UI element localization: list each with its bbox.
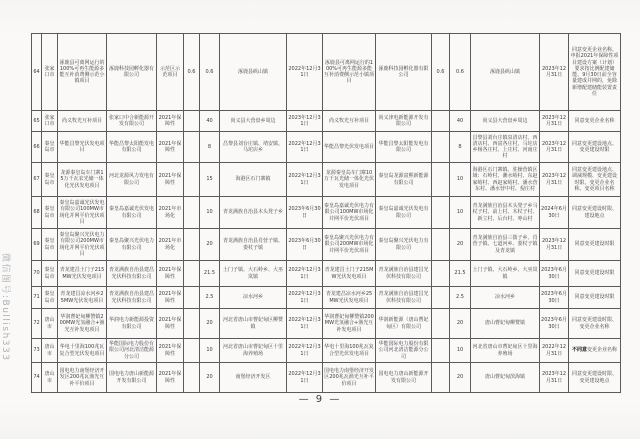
cell-storage-scale [184,111,200,132]
cell-adjusted-grid-connection-date: 2023年6月30日 [540,309,569,339]
cell-location: 昌黎县刘台庄镇、靖安镇、马坨店乡 [220,132,287,163]
cell-plan-category: 2021年保障性 [157,287,184,309]
cell-location: 海港区石门寨镇 [220,163,287,197]
cell-adjusted-construction-unit: 秦皇岛嘉诚光伏发电有限公司 [376,197,432,229]
cell-grid-connection-date: 2022年12月31日 [287,287,323,309]
cell-capacity: 0.6 [200,34,220,111]
cell-adjusted-construction-unit: 国电电力唐山新能源开发有限公司 [376,363,432,393]
cell-adjusted-grid-connection-date: 2022年12月31日 [540,339,569,363]
cell-adjusted-location: 土门子镇、大石岭乡、大巫岚镇 [471,261,540,287]
cell-grid-connection-date: 2022年12月31日 [287,309,323,339]
cell-adjusted-capacity: 8 [450,132,471,163]
remark-emphasis: 不同意 [571,347,587,354]
cell-adjusted-grid-connection-date: 2024年6月30日 [540,197,569,229]
cell-capacity: 15 [200,163,220,197]
cell-city: 唐山市 [42,339,58,363]
cell-construction-unit: 华能国际电力股份有限公司河北清洁能源分公司 [107,339,157,363]
cell-storage-scale [184,363,200,393]
cell-project-name: 秦皇岛聚兴光伏电力有限公司200MW市场化并网平价光伏项目 [58,229,107,261]
cell-storage-scale [184,309,200,339]
cell-grid-connection-date: 2022年12月31日 [287,363,323,393]
cell-adjusted-storage-scale [432,287,450,309]
table-row [32,363,621,393]
cell-seq: 74 [32,363,42,393]
cell-seq: 70 [32,261,42,287]
cell-adjusted-grid-connection-date: 2023年6月30日 [540,287,569,309]
cell-seq: 65 [32,111,42,132]
cell-city: 秦皇岛市 [42,287,58,309]
cell-adjusted-storage-scale [432,197,450,229]
cell-plan-category: 2021年保障性 [157,111,184,132]
cell-city: 张家口市 [42,34,58,111]
cell-capacity: 2.5 [200,287,220,309]
cell-seq: 68 [32,197,42,229]
cell-seq: 64 [32,34,42,111]
cell-location: 凉水河乡 [220,287,287,309]
cell-adjusted-location: 海港区石门寨镇、驻操营镇区域：石岭村、潮水峪村、东赵家峪村、西赵家峪村、潘水营东村、潘水营中村、倪庄村 [471,163,540,197]
cell-capacity: 20 [200,363,220,393]
table-row [32,287,621,309]
cell-storage-scale: 0.6 [184,34,200,111]
cell-location: 涿鹿县矾山镇 [220,34,287,111]
cell-plan-category: 2021年保障性 [157,309,184,339]
cell-adjustment-remark: 同意变更建设地点、调减规模、变更建设时限、变更企业名称、变更项目名称 [569,163,621,197]
cell-adjusted-capacity: 20 [450,309,471,339]
page-number: — 9 — [298,394,342,405]
cell-project-name: 涿鹿县可离网运行的100%可再生能源多能互补消费侧示范小镇项目 [58,34,107,111]
table-row [32,111,621,132]
cell-plan-category: 2021年保障性 [157,339,184,363]
cell-plan-category: 2021年保障性 [157,163,184,197]
cell-adjusted-construction-unit: 华能国际电力股份有限公司河北清洁能源分公司 [376,339,432,363]
cell-adjusted-project-name: 华电十里海100兆瓦复合型光伏发电项目 [323,339,376,363]
table-row [32,261,621,287]
cell-adjusted-location: 唐山曹妃甸滨海镇 [471,363,540,393]
cell-adjustment-remark: 同意变更建设时限 [569,261,621,287]
watermark-text: 微信图号:Bullish333 [0,253,10,362]
cell-project-name: 华润曹妃甸柳赞镇200MW光氢融合+渔光互补发电项目 [58,309,107,339]
cell-project-name: 国电电力南堡经济开发区200兆瓦渔光互补平价项目 [58,363,107,393]
cell-construction-unit: 秦皇岛聚兴光伏电力有限公司 [107,229,157,261]
cell-adjusted-capacity: 21.5 [450,261,471,287]
cell-city: 秦皇岛市 [42,229,58,261]
cell-adjusted-location: 青龙满族自治县木头凳子乡马杖子村、前上村、木杖子村、新立村、后台村、枣山村 [471,197,540,229]
cell-location: 青龙满族自治县木头凳子乡 [220,197,287,229]
cell-storage-scale [184,339,200,363]
cell-adjusted-project-name: 国电电力南堡经济开发区200兆瓦渔光互补平价项目 [323,363,376,393]
cell-adjustment-remark: 同意变更建设地点、变更建设时限 [569,132,621,163]
cell-construction-unit: 华能昌黎太阳能发电有限公司 [107,132,157,163]
cell-storage-scale [184,287,200,309]
cell-adjusted-project-name: 青龙建昌土门子215MW光伏发电项目 [323,261,376,287]
cell-capacity: 10 [200,339,220,363]
cell-project-name: 华电十里海100兆瓦复合型光伏发电项目 [58,339,107,363]
cell-construction-unit: 青龙满族自治县建昌光伏科技有限公司 [107,287,157,309]
cell-adjusted-project-name: 青龙建昌凉水河乡25MW光伏发电项目 [323,287,376,309]
cell-storage-scale [184,261,200,287]
cell-plan-category: 2021年保障性 [157,132,184,163]
cell-adjusted-grid-connection-date: 2023年12月31日 [540,163,569,197]
cell-seq: 72 [32,309,42,339]
table-row [32,132,621,163]
table-row [32,197,621,229]
cell-grid-connection-date: 2022年12月31日 [287,34,323,111]
cell-adjustment-remark: 同意变更企业名称 [569,111,621,132]
cell-grid-connection-date: 2023年12月31日 [287,111,323,132]
cell-adjusted-grid-connection-date: 2023年12月31日 [540,132,569,163]
cell-grid-connection-date: 2022年12月31日 [287,339,323,363]
cell-city: 秦皇岛市 [42,261,58,287]
cell-city: 张家口市 [42,111,58,132]
cell-adjusted-capacity: 20 [450,229,471,261]
cell-seq: 67 [32,163,42,197]
cell-adjusted-location: 尚义县大营盘乡周边 [471,111,540,132]
cell-adjustment-remark: 同意变更建设时限、变更企业名称 [569,309,621,339]
table-row [32,163,621,197]
cell-adjustment-remark: 同意变更建设时限 [569,287,621,309]
cell-adjusted-project-name: 龙源秦皇岛车门寨10万千瓦光储一体化光伏发电项目 [323,163,376,197]
cell-grid-connection-date: 2022年12月31日 [287,163,323,197]
cell-adjusted-location: 青龙满族自治县三拨子乡、肖营子镇、七道河乡、娄杖子镇及青龙镇 [471,229,540,261]
cell-seq: 71 [32,287,42,309]
cell-adjusted-grid-connection-date: 2023年6月30日 [540,261,569,287]
cell-grid-connection-date: 2023年6月30日 [287,197,323,229]
cell-seq: 73 [32,339,42,363]
cell-adjusted-construction-unit: 尚义津电新能源开发有限公司 [376,111,432,132]
table-row [32,339,621,363]
cell-capacity: 21.5 [200,261,220,287]
cell-adjustment-remark [569,339,621,363]
cell-adjusted-storage-scale [432,163,450,197]
cell-construction-unit: 国电电力唐山新能源开发有限公司 [107,363,157,393]
cell-location: 南堡经济开发区 [220,363,287,393]
cell-adjusted-storage-scale [432,261,450,287]
cell-location: 河北省唐山市曹妃甸区柳赞镇 [220,309,287,339]
cell-location: 青龙满族自治县肖营子镇、娄杖子镇 [220,229,287,261]
cell-adjustment-remark: 同意变更建设时限、建设地点 [569,197,621,229]
cell-adjusted-construction-unit: 青龙满族自治县建昌光伏科技有限公司 [376,261,432,287]
cell-adjusted-storage-scale [432,309,450,339]
cell-construction-unit: 张家口中合新能源开发有限公司 [107,111,157,132]
cell-adjusted-capacity: 20 [450,363,471,393]
table-row [32,309,621,339]
cell-adjusted-capacity: 2.5 [450,287,471,309]
cell-adjusted-storage-scale [432,339,450,363]
cell-adjusted-location: 唐山曹妃甸柳赞镇 [471,309,540,339]
adjustment-table-body [32,34,621,393]
cell-adjusted-capacity: 10 [450,163,471,197]
cell-project-name: 青龙建昌凉水河乡25MW光伏发电项目 [58,287,107,309]
project-adjustment-table [31,33,621,393]
cell-adjusted-capacity: 10 [450,197,471,229]
cell-adjusted-storage-scale [432,363,450,393]
cell-project-name: 青龙建昌土门子215MW光伏发电项目 [58,261,107,287]
cell-location: 土门子镇、大石岭乡、大巫岚镇 [220,261,287,287]
cell-adjusted-location: 河北省唐山市曹妃甸区十里海养殖场 [471,339,540,363]
cell-adjusted-project-name: 秦皇岛聚兴光伏电力有限公司200MW市场化并网平价光伏项目 [323,229,376,261]
cell-construction-unit: 河北龙源风力发电有限公司 [107,163,157,197]
cell-capacity: 8 [200,132,220,163]
cell-adjusted-project-name: 华润曹妃甸柳赞镇200MW光氢融合+渔光互补发电项目 [323,309,376,339]
cell-seq: 69 [32,229,42,261]
cell-adjustment-remark: 同意变更建设时限 [569,229,621,261]
cell-construction-unit: 秦皇岛嘉诚光伏发电有限公司 [107,197,157,229]
cell-project-name: 华能昌黎光伏发电项目 [58,132,107,163]
cell-plan-category: 2021年市场化 [157,197,184,229]
remark-text: 变更企业名称 [587,347,618,354]
cell-adjusted-grid-connection-date: 2023年12月31日 [540,229,569,261]
cell-adjusted-construction-unit: 青龙满族自治县建昌光伏科技有限公司 [376,287,432,309]
cell-storage-scale [184,132,200,163]
cell-seq: 66 [32,132,42,163]
table-row [32,34,621,111]
cell-adjusted-grid-connection-date: 2023年12月31日 [540,363,569,393]
cell-adjusted-storage-scale: 0.6 [432,34,450,111]
cell-storage-scale [184,229,200,261]
cell-capacity: 20 [200,309,220,339]
cell-adjusted-location: 昌黎县刘台庄镇泉清店村、西清店村、西富各庄村，马坨店乡杨各庄村、上庄村、河南庄村 [471,132,540,163]
cell-plan-category: 示范区示范项目 [157,34,184,111]
cell-grid-connection-date: 2022年12月31日 [287,132,323,163]
cell-grid-connection-date: 2023年6月30日 [287,229,323,261]
cell-city: 秦皇岛市 [42,132,58,163]
cell-adjusted-grid-connection-date: 2023年12月31日 [540,34,569,111]
cell-location: 河北省唐山市曹妃甸区十里海养殖场 [220,339,287,363]
cell-capacity: 40 [200,111,220,132]
cell-construction-unit: 涿鹿科技园孵化器有限公司 [107,34,157,111]
cell-adjustment-remark: 同意变更建设时限、变更建设地点 [569,363,621,393]
cell-adjusted-storage-scale [432,132,450,163]
cell-construction-unit: 青龙满族自治县建昌光伏科技有限公司 [107,261,157,287]
cell-grid-connection-date: 2022年12月31日 [287,261,323,287]
cell-city: 秦皇岛市 [42,197,58,229]
cell-construction-unit: 华润电力新能源投资有限公司 [107,309,157,339]
cell-plan-category: 2021年保障性 [157,261,184,287]
cell-capacity: 20 [200,229,220,261]
cell-project-name: 龙源秦皇岛车门寨15万千瓦农光储一体化光伏发电项目 [58,163,107,197]
cell-city: 秦皇岛市 [42,163,58,197]
cell-city: 唐山市 [42,363,58,393]
cell-city: 唐山市 [42,309,58,339]
cell-project-name: 尚义牧光互补项目 [58,111,107,132]
cell-adjusted-project-name: 尚义牧光互补项目 [323,111,376,132]
cell-project-name: 秦皇岛嘉诚光伏发电有限公司100MW市场化并网平价光伏项目 [58,197,107,229]
cell-storage-scale [184,163,200,197]
cell-adjusted-location: 涿鹿县矾山镇 [471,34,540,111]
cell-adjusted-project-name: 涿鹿县可离网运行的100%可再生能源多能互补消费侧示范小镇项目 [323,34,376,111]
cell-adjusted-storage-scale [432,229,450,261]
cell-adjusted-project-name: 秦皇岛嘉诚光伏电力有限公司100MW市场化并网平价光伏项目 [323,197,376,229]
cell-plan-category: 2021年市场化 [157,229,184,261]
cell-adjusted-construction-unit: 华能昌黎太阳能发电有限公司 [376,132,432,163]
cell-adjustment-remark: 同意变更企业名称。申报2021年保障性项目建设方案（计划）要求按比例配建储能，9月30日前全容量建成并网的，免除新增配建储能装置责任 [569,34,621,111]
cell-plan-category: 2021年保障性 [157,363,184,393]
cell-adjusted-storage-scale [432,111,450,132]
table-row [32,229,621,261]
cell-adjusted-construction-unit: 秦皇岛聚兴光伏电力有限公司 [376,229,432,261]
cell-adjusted-project-name: 华能昌黎光伏发电项目 [323,132,376,163]
cell-location: 尚义县大营盘乡周边 [220,111,287,132]
cell-capacity: 10 [200,197,220,229]
cell-adjusted-capacity: 40 [450,111,471,132]
cell-adjusted-construction-unit: 秦皇岛龙源富熙新能源有限公司 [376,163,432,197]
cell-adjusted-construction-unit: 涿鹿科技园孵化器有限公司 [376,34,432,111]
cell-adjusted-location: 凉水河乡 [471,287,540,309]
cell-adjusted-capacity: 10 [450,339,471,363]
cell-adjusted-grid-connection-date: 2023年12月31日 [540,111,569,132]
cell-adjusted-capacity: 0.6 [450,34,471,111]
cell-storage-scale [184,197,200,229]
cell-adjusted-construction-unit: 华润新能源（唐山曹妃甸区）有限公司 [376,309,432,339]
